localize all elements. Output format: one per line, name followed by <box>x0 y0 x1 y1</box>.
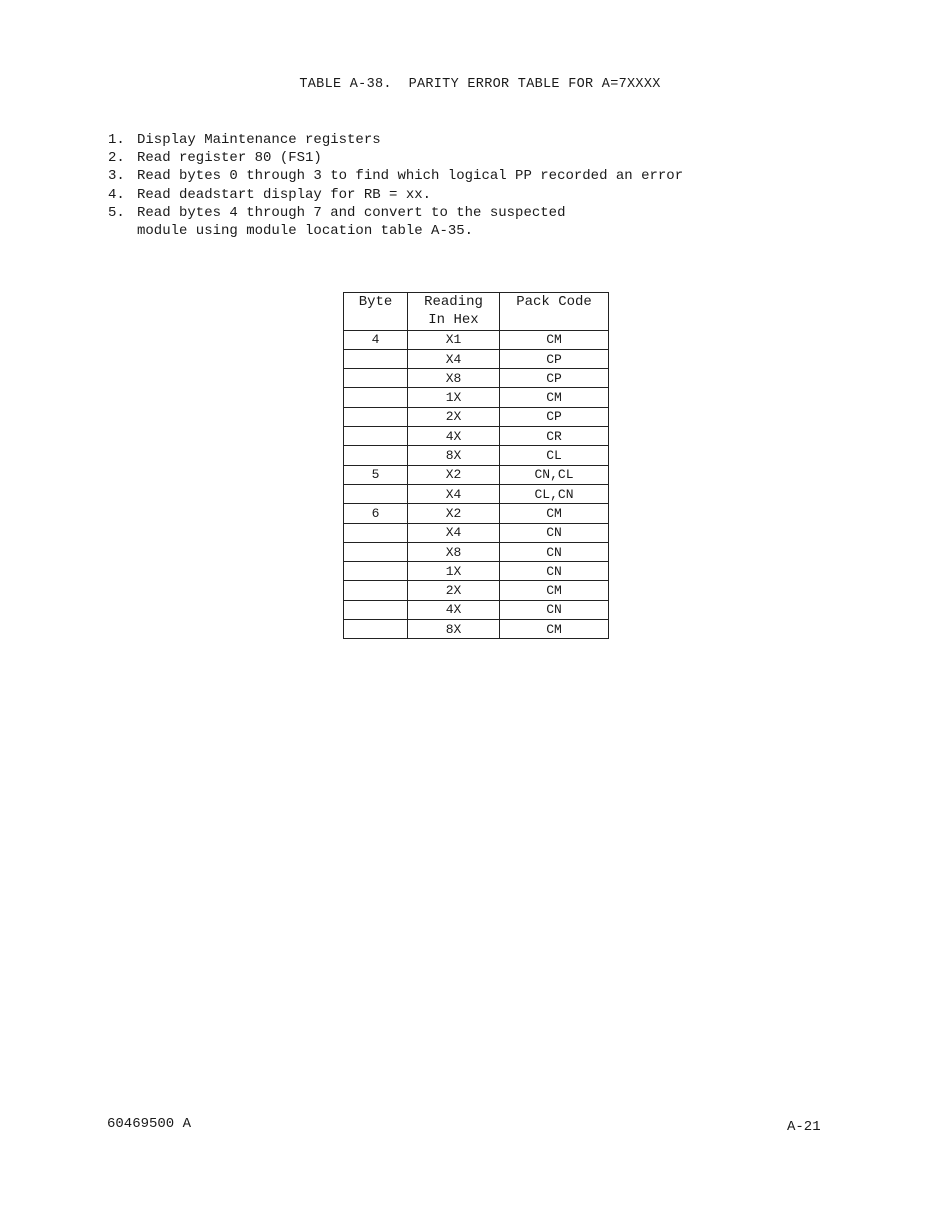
cell-reading: X1 <box>408 330 500 349</box>
table-row <box>344 369 609 388</box>
step-number: 1. <box>108 132 125 148</box>
table-title: TABLE A-38. PARITY ERROR TABLE FOR A=7XXXX <box>299 77 661 92</box>
table-row <box>344 330 609 349</box>
cell-byte <box>344 388 408 407</box>
step-text: Read deadstart display for RB = xx. <box>137 186 432 203</box>
table-row <box>344 523 609 542</box>
table-row <box>344 562 609 581</box>
cell-byte <box>344 407 408 426</box>
cell-reading: 4X <box>408 600 500 619</box>
cell-pack-code: CL <box>500 446 609 465</box>
cell-byte <box>344 581 408 600</box>
step-number: 3. <box>108 168 125 185</box>
cell-byte <box>344 427 408 446</box>
step-item <box>108 131 683 149</box>
step-text: Read register 80 (FS1) <box>137 150 322 167</box>
cell-reading: X8 <box>408 542 500 561</box>
table-row <box>344 600 609 619</box>
page-number: A-21 <box>787 1119 821 1135</box>
header-pack-code: Pack Code <box>500 293 609 312</box>
cell-reading: 8X <box>408 620 500 639</box>
step-item <box>108 149 683 167</box>
step-item <box>108 186 683 204</box>
cell-pack-code: CM <box>500 620 609 639</box>
table-row <box>344 446 609 465</box>
cell-byte <box>344 349 408 368</box>
cell-pack-code: CN <box>500 600 609 619</box>
table-row <box>344 427 609 446</box>
step-item <box>108 204 683 240</box>
cell-byte <box>344 484 408 503</box>
cell-pack-code: CP <box>500 407 609 426</box>
table-row <box>344 542 609 561</box>
step-number: 5. <box>108 204 125 221</box>
cell-byte: 6 <box>344 504 408 523</box>
parity-error-table <box>343 292 609 639</box>
step-item <box>108 167 683 185</box>
cell-pack-code: CM <box>500 388 609 407</box>
header-reading-line1: Reading <box>408 293 500 312</box>
cell-pack-code: CL,CN <box>500 484 609 503</box>
header-pack-blank <box>500 311 609 330</box>
table-header-row <box>344 293 609 312</box>
header-reading-line2: In Hex <box>408 311 500 330</box>
cell-reading: X8 <box>408 369 500 388</box>
cell-reading: X4 <box>408 349 500 368</box>
step-number: 4. <box>108 186 125 203</box>
table-row <box>344 581 609 600</box>
cell-byte <box>344 600 408 619</box>
header-byte-blank <box>344 311 408 330</box>
procedure-steps <box>108 131 683 240</box>
cell-pack-code: CN <box>500 542 609 561</box>
table-row <box>344 504 609 523</box>
cell-byte <box>344 562 408 581</box>
cell-byte <box>344 620 408 639</box>
cell-pack-code: CN <box>500 523 609 542</box>
cell-pack-code: CP <box>500 349 609 368</box>
cell-byte: 5 <box>344 465 408 484</box>
cell-reading: 8X <box>408 446 500 465</box>
cell-reading: 2X <box>408 407 500 426</box>
cell-reading: X2 <box>408 504 500 523</box>
cell-reading: 1X <box>408 562 500 581</box>
table-row <box>344 349 609 368</box>
cell-byte <box>344 523 408 542</box>
cell-byte <box>344 542 408 561</box>
cell-pack-code: CR <box>500 427 609 446</box>
cell-pack-code: CN,CL <box>500 465 609 484</box>
step-text: Display Maintenance registers <box>137 132 381 148</box>
document-number: 60469500 A <box>107 1116 192 1132</box>
step-text: Read bytes 4 through 7 and convert to the suspected <box>137 204 566 221</box>
step-number: 2. <box>108 150 125 167</box>
table-row <box>344 620 609 639</box>
cell-byte: 4 <box>344 330 408 349</box>
cell-reading: 2X <box>408 581 500 600</box>
table-row <box>344 407 609 426</box>
cell-byte <box>344 369 408 388</box>
cell-reading: 4X <box>408 427 500 446</box>
table-row <box>344 465 609 484</box>
cell-pack-code: CM <box>500 330 609 349</box>
table-row <box>344 388 609 407</box>
header-byte: Byte <box>358 293 393 310</box>
table-header-row <box>344 311 609 330</box>
step-text-continuation: module using module location table A-35. <box>137 223 474 240</box>
cell-reading: X4 <box>408 523 500 542</box>
cell-pack-code: CM <box>500 504 609 523</box>
cell-pack-code: CN <box>500 562 609 581</box>
cell-byte <box>344 446 408 465</box>
step-text: Read bytes 0 through 3 to find which logical PP recorded an error <box>137 168 684 185</box>
cell-pack-code: CM <box>500 581 609 600</box>
cell-pack-code: CP <box>500 369 609 388</box>
cell-reading: 1X <box>408 388 500 407</box>
cell-reading: X4 <box>408 484 500 503</box>
table-row <box>344 484 609 503</box>
cell-reading: X2 <box>408 465 500 484</box>
